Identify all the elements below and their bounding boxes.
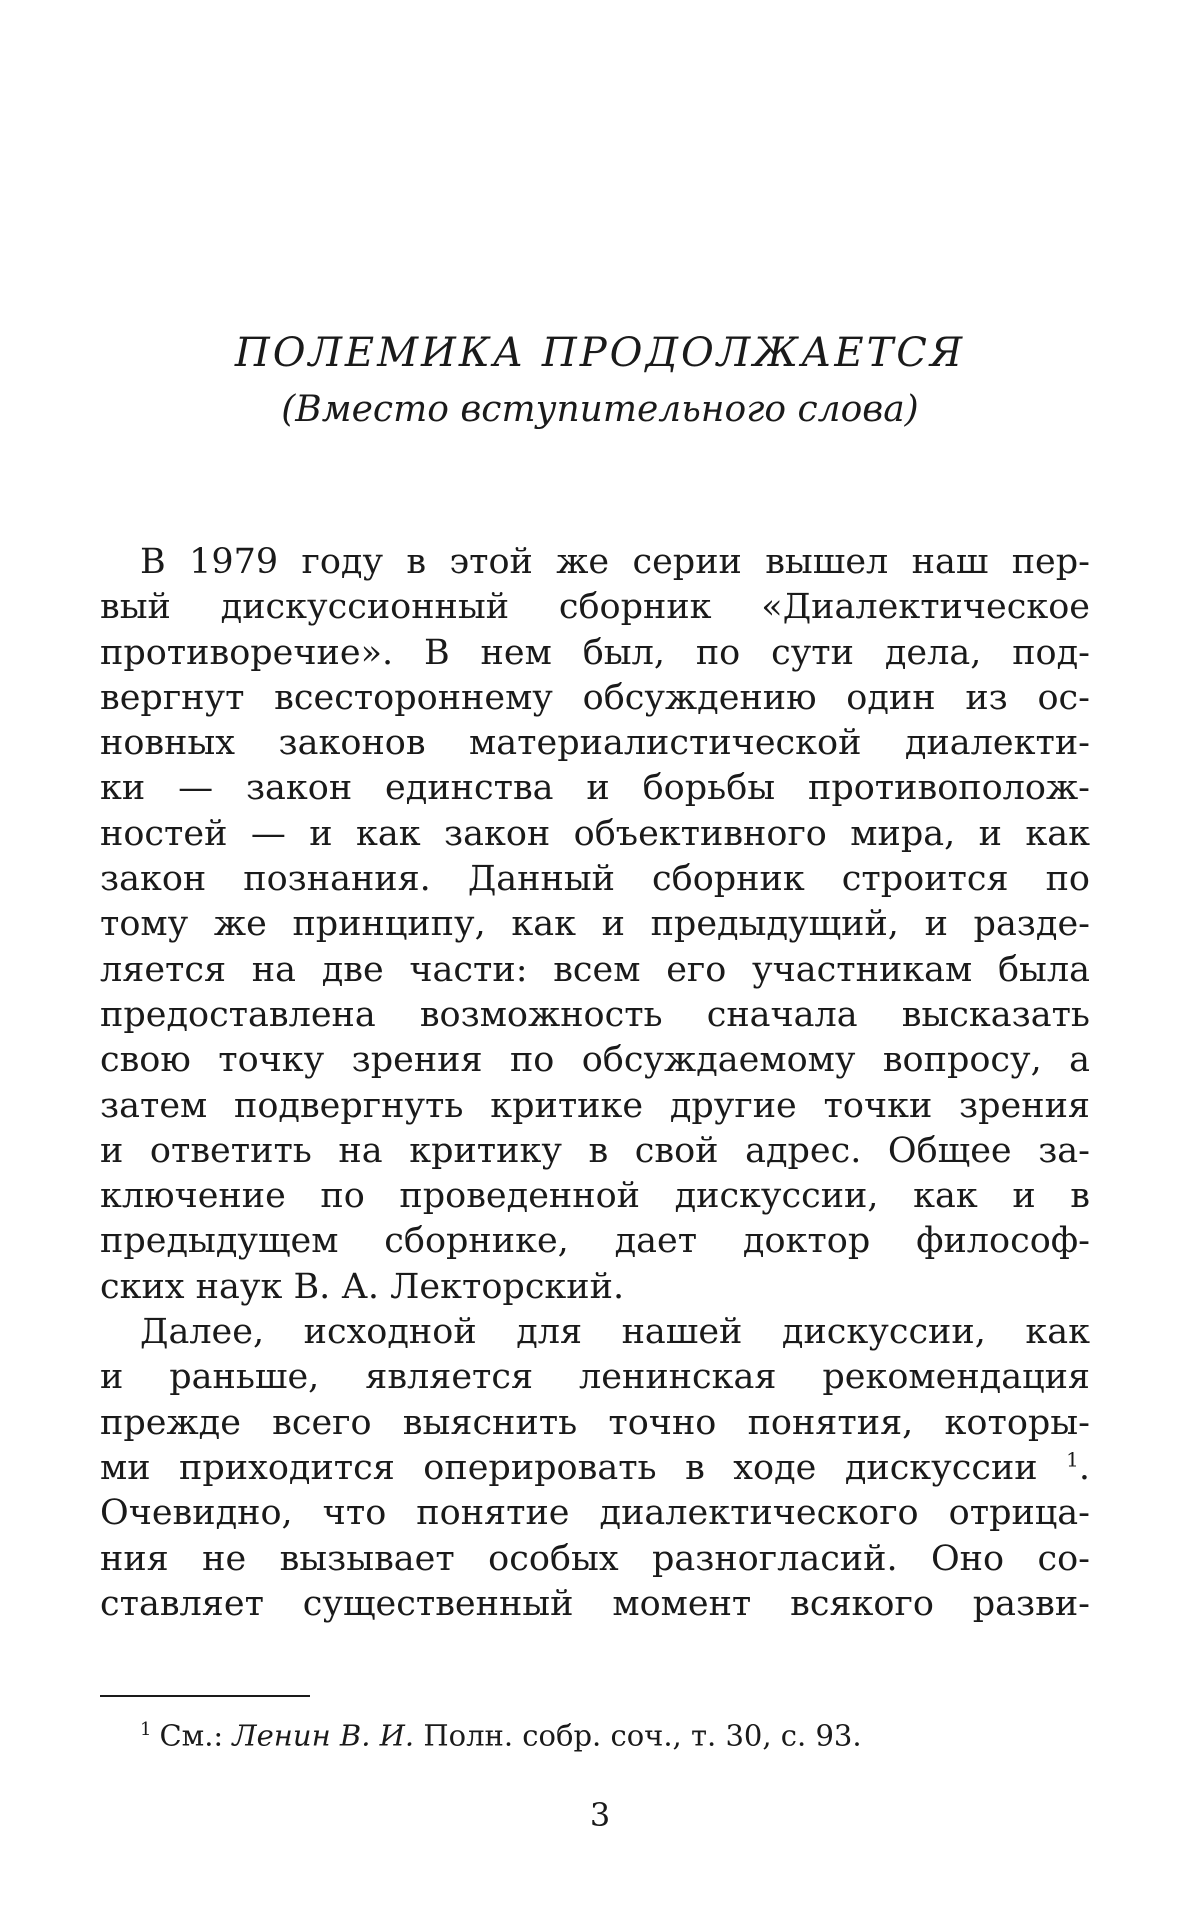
text-line: и раньше, является ленинская рекомендация: [100, 1357, 1090, 1398]
text-line: ностей — и как закон объективного мира, и как: [100, 813, 1090, 854]
footnote-ref-mark: 1: [1066, 1447, 1079, 1472]
page-number: 3: [589, 1796, 611, 1834]
text-line: вергнут всестороннему обсуждению один из ос-: [100, 677, 1090, 718]
text-line: затем подвергнуть критике другие точки зрения: [100, 1085, 1090, 1126]
text-line: вый дискуссионный сборник «Диалектическое: [100, 587, 1090, 628]
text-line: ки — закон единства и борьбы противополож-: [100, 768, 1090, 809]
text-line-end-punct: .: [1078, 1447, 1090, 1488]
text-line: ключение по проведенной дискуссии, как и в: [100, 1176, 1090, 1217]
text-line: В 1979 году в этой же серии вышел наш пер-: [140, 542, 1090, 582]
text-line: противоречие». В нем был, по сути дела, под-: [100, 632, 1090, 673]
footnote-prefix: См.:: [159, 1718, 224, 1753]
text-line: прежде всего выяснить точно понятия, которы-: [100, 1402, 1090, 1443]
footnote-divider: [100, 1695, 310, 1697]
text-line: новных законов материалистической диалекти-: [100, 723, 1090, 764]
text-line: предоставлена возможность сначала высказать: [100, 994, 1090, 1035]
text-line: и ответить на критику в свой адрес. Общее за-: [100, 1130, 1090, 1171]
chapter-title: ПОЛЕМИКА ПРОДОЛЖАЕТСЯ: [234, 330, 966, 376]
text-line: тому же принципу, как и предыдущий, и разде-: [100, 904, 1090, 945]
chapter-subtitle: (Вместо вступительного слова): [281, 389, 919, 430]
footnote-source: Полн. собр. соч., т. 30, с. 93.: [423, 1718, 862, 1753]
text-line: Очевидно, что понятие диалектического отрица-: [100, 1493, 1090, 1534]
text-line: закон познания. Данный сборник строится по: [100, 859, 1090, 900]
text-line: ставляет существенный момент всякого разви-: [100, 1583, 1090, 1624]
text-line-with-footnote-ref: [100, 1446, 1090, 1491]
footnote-mark: 1: [140, 1719, 152, 1740]
text-line: предыдущем сборнике, дает доктор философ-: [100, 1221, 1090, 1262]
text-line-content: ми приходится оперировать в ходе дискуссии: [100, 1447, 1038, 1488]
footnote: [140, 1710, 862, 1756]
text-line: Далее, исходной для нашей дискуссии, как: [140, 1312, 1090, 1353]
text-line: свою точку зрения по обсуждаемому вопросу, а: [100, 1040, 1090, 1081]
text-line: ляется на две части: всем его участникам была: [100, 949, 1090, 990]
text-line: ских наук В. А. Лекторский.: [100, 1266, 625, 1307]
body-text: [100, 540, 1090, 1627]
text-line: ния не вызывает особых разногласий. Оно со-: [100, 1538, 1090, 1579]
footnote-author: Ленин В. И.: [232, 1718, 415, 1753]
